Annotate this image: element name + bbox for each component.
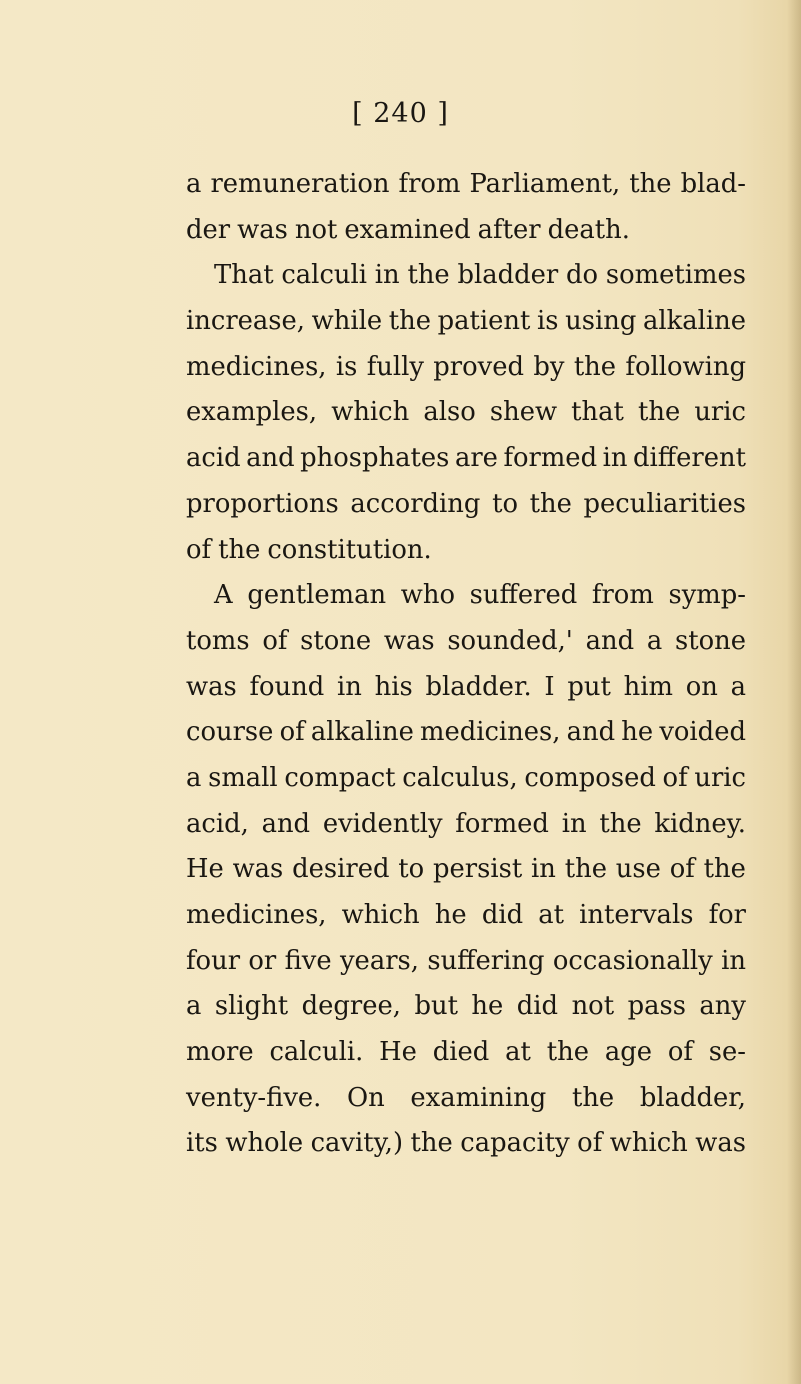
text-line: That calculi in the bladder do sometimes xyxy=(214,260,746,291)
text-line: A gentleman who suffered from symp- xyxy=(214,580,746,611)
text-line: four or five years, suffering occasionally in xyxy=(186,945,746,976)
text-line: increase, while the patient is using alkaline xyxy=(186,306,746,337)
text-line: examples, which also shew that the uric xyxy=(186,397,746,428)
text-line: of the constitution. xyxy=(186,534,432,565)
text-line: acid, and evidently formed in the kidney. xyxy=(186,808,746,839)
text-line: proportions according to the peculiarities xyxy=(186,488,746,519)
text-line: acid and phosphates are formed in different xyxy=(186,443,746,474)
text-line: course of alkaline medicines, and he voided xyxy=(186,717,746,748)
text-line: its whole cavity,) the capacity of which was xyxy=(186,1128,746,1159)
text-line: venty-five. On examining the bladder, xyxy=(186,1082,746,1113)
page-edge-shadow xyxy=(787,0,801,1384)
text-line: toms of stone was sounded,' and a stone xyxy=(186,625,746,656)
text-line: He was desired to persist in the use of the xyxy=(186,854,746,885)
text-line: a remuneration from Parliament, the blad- xyxy=(186,169,746,199)
text-line: more calculi. He died at the age of se- xyxy=(186,1037,746,1068)
text-line: medicines, which he did at intervals for xyxy=(186,900,746,930)
text-line: medicines, is fully proved by the following xyxy=(186,351,746,382)
page-number-header: [ 240 ] xyxy=(352,98,449,129)
text-line: was found in his bladder. I put him on a xyxy=(186,671,746,702)
text-line: der was not examined after death. xyxy=(186,214,630,245)
text-line: a small compact calculus, composed of uric xyxy=(186,762,746,793)
text-line: a slight degree, but he did not pass any xyxy=(186,991,746,1022)
body-text xyxy=(186,162,746,1167)
